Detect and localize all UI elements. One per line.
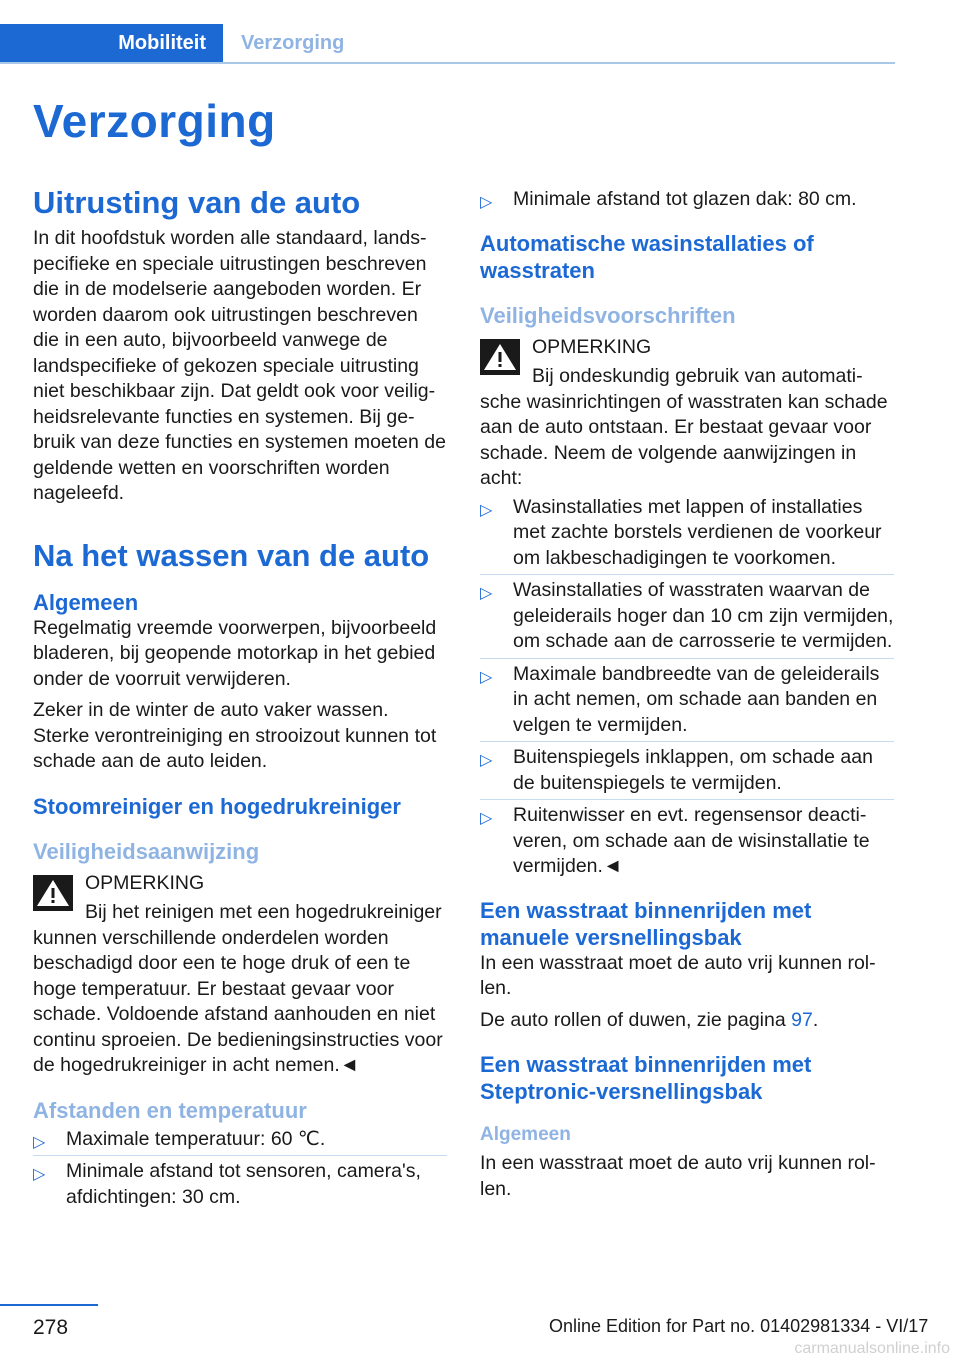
subsection-title-afstanden: Afstanden en temperatuur (33, 1097, 307, 1123)
triangle-bullet-icon: ▷ (480, 810, 493, 827)
tab-mobiliteit[interactable]: Mobiliteit (0, 24, 223, 62)
triangle-bullet-icon: ▷ (480, 194, 493, 211)
triangle-bullet-icon: ▷ (480, 752, 493, 769)
manueel-paragraph-2-suffix: . (812, 1008, 819, 1031)
subsection-title-steptronic: Een wasstraat binnenrijden met Steptronic-versnellingsbak (480, 1052, 812, 1104)
list-item (480, 799, 894, 883)
list-item-text: Minimale afstand tot glazen dak: 80 cm. (513, 188, 857, 210)
uitrusting-body: In dit hoofdstuk worden alle standaard, landspecifieke en speciale uitrustingen beschreven die in de modelserie aangeboden worden. Er worden daarom ook uitrustingen beschreven die in een auto, bijvoorbeeld vanwege de landspecifieke of gekozen speciale uitrusting niet beschikbaar zijn. Dat geldt ook voor veiligheidsrelevante functies en systemen. Bij gebruik van deze functies en systemen moeten de geldende wetten en voorschriften worden nageleefd. (33, 227, 446, 504)
glazen-dak-list (480, 184, 894, 216)
steptronic-paragraph: In een wasstraat moet de auto vrij kunnen rollen. (480, 1152, 876, 1200)
algemeen-paragraph-2: Zeker in de winter de auto vaker wassen. Sterke verontreiniging en strooizout kunnen tot schade aan de auto leiden. (33, 699, 437, 772)
list-item-text: Minimale afstand tot sensoren, camera's, afdichtingen: 30 cm. (66, 1160, 421, 1208)
chapter-title: Verzorging (33, 95, 276, 147)
notice-text: Bij ondeskundig gebruik van automatische wasinrichtingen of wasstraten kan schade aan de auto ontstaan. Er bestaat gevaar voor schade. Neem de volgende aanwijzingen in acht: (480, 365, 888, 489)
manueel-paragraph-1: In een wasstraat moet de auto vrij kunnen rollen. (480, 951, 876, 999)
list-item-text: Buitenspiegels inklappen, om schade aan de buitenspiegels te vermijden. (513, 746, 873, 794)
notice-block (480, 335, 894, 492)
subsection-title-veiligheidsaanwijzing: Veiligheidsaanwijzing (33, 838, 260, 864)
list-item-text: Wasinstallaties met lappen of installaties met zachte borstels verdienen de voorkeur om lakbeschadigingen te voorkomen. (513, 495, 882, 569)
list-item-text: Wasinstallaties of wasstraten waarvan de geleiderails hoger dan 10 cm zijn vermijden, om schade aan de carrosserie te vermijden. (513, 579, 894, 652)
algemeen-paragraph-1: Regelmatig vreemde voorwerpen, bijvoorbeeld bladeren, bij geopende motorkap in het gebied onder de voorruit verwijderen. (33, 616, 437, 690)
list-item (480, 658, 894, 742)
list-item (480, 574, 894, 658)
list-item (480, 184, 894, 216)
list-item (480, 492, 894, 575)
triangle-bullet-icon: ▷ (480, 668, 493, 686)
subsection-title-manuele-versnellingsbak: Een wasstraat binnenrijden met manuele versnellingsbak (480, 897, 812, 950)
section-title-na-wassen: Na het wassen van de auto (33, 537, 430, 573)
triangle-bullet-icon: ▷ (480, 585, 493, 602)
warning-icon (33, 875, 73, 911)
edition-note: Online Edition for Part no. 01402981334 - VI/17 (549, 1316, 929, 1336)
notice-label: OPMERKING (532, 335, 652, 358)
left-column (33, 184, 447, 1213)
section-title-uitrusting: Uitrusting van de auto (33, 185, 361, 220)
notice-block (33, 871, 447, 1079)
watermark: carmanualsonline.info (794, 1340, 950, 1357)
tab-verzorging[interactable]: Verzorging (241, 31, 345, 54)
list-item (33, 1155, 447, 1213)
subsection-title-steptronic-algemeen: Algemeen (480, 1124, 571, 1145)
page-header (0, 0, 895, 64)
subsection-title-algemeen: Algemeen (33, 589, 139, 615)
notice-text: Bij het reinigen met een hogedrukreiniger kunnen verschillende onderdelen worden beschadigd door een te hoge druk of een te hoge temperatuur. Er bestaat gevaar voor schade. Voldoende afstand aanhouden en niet continu sproeien. De bedieningsinstructies voor de hogedrukreiniger in acht nemen.◄ (33, 901, 443, 1076)
wasstraat-precautions-list (480, 492, 894, 883)
list-item-text: Maximale temperatuur: 60 ℃. (66, 1127, 326, 1150)
manueel-paragraph-2-text: De auto rollen of duwen, zie pagina (480, 1008, 792, 1031)
page-number: 278 (33, 1316, 69, 1339)
footer-rule (0, 1304, 98, 1306)
page-97-link[interactable]: 97 (791, 1008, 813, 1031)
triangle-bullet-icon: ▷ (480, 501, 493, 519)
subsection-title-veiligheidsvoorschriften: Veiligheidsvoorschriften (480, 302, 736, 328)
afstanden-list (33, 1124, 447, 1214)
list-item-text: Maximale bandbreedte van de geleiderails in acht nemen, om schade aan banden en velgen te vermijden. (513, 662, 880, 736)
subsection-title-stoomreiniger: Stoomreiniger en hogedrukreiniger (33, 793, 401, 819)
list-item (33, 1124, 447, 1156)
subsection-title-automatische-wasinstallaties: Automatische wasinstallaties of wasstraten (480, 230, 814, 283)
triangle-bullet-icon: ▷ (33, 1166, 46, 1183)
right-column (480, 184, 894, 1202)
manueel-paragraph-2 (480, 1008, 894, 1034)
list-item (480, 741, 894, 799)
triangle-bullet-icon: ▷ (33, 1133, 46, 1151)
warning-icon (480, 339, 520, 375)
list-item-text: Ruitenwisser en evt. regensensor deactiveren, om schade aan de wisinstallatie te vermijden.◄ (513, 804, 870, 877)
notice-label: OPMERKING (85, 871, 205, 894)
